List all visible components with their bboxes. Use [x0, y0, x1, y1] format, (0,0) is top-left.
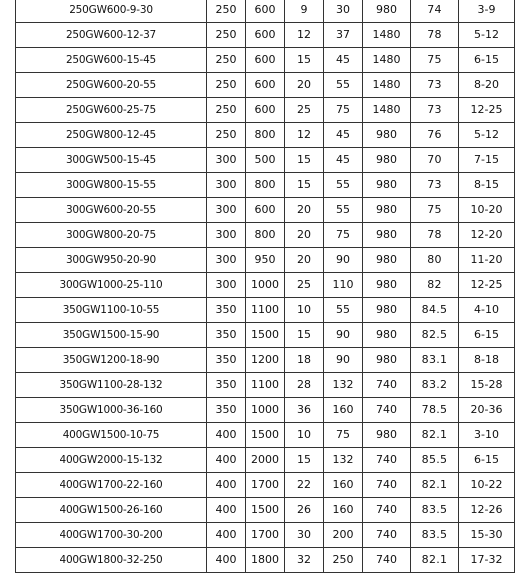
- cell-power: 90: [324, 248, 363, 273]
- cell-head: 20: [285, 73, 324, 98]
- cell-diameter: 350: [207, 373, 246, 398]
- cell-power: 30: [324, 0, 363, 23]
- cell-head: 15: [285, 173, 324, 198]
- table-row: [16, 298, 515, 323]
- cell-power: 45: [324, 123, 363, 148]
- cell-speed: 740: [363, 498, 411, 523]
- table-row: [16, 23, 515, 48]
- cell-head: 18: [285, 348, 324, 373]
- table-row: [16, 498, 515, 523]
- cell-head: 9: [285, 0, 324, 23]
- cell-head-range: 4-10: [459, 298, 515, 323]
- cell-flow: 950: [246, 248, 285, 273]
- cell-diameter: 400: [207, 448, 246, 473]
- cell-head-range: 10-22: [459, 473, 515, 498]
- table-row: [16, 0, 515, 23]
- cell-speed: 980: [363, 273, 411, 298]
- cell-head-range: 8-18: [459, 348, 515, 373]
- cell-head-range: 6-15: [459, 448, 515, 473]
- table-row: [16, 98, 515, 123]
- cell-model: 250GW600-12-37: [16, 23, 207, 48]
- cell-efficiency: 83.5: [411, 523, 459, 548]
- cell-efficiency: 78: [411, 23, 459, 48]
- cell-model: 300GW600-20-55: [16, 198, 207, 223]
- cell-flow: 1100: [246, 373, 285, 398]
- cell-flow: 800: [246, 223, 285, 248]
- cell-efficiency: 75: [411, 48, 459, 73]
- cell-flow: 600: [246, 23, 285, 48]
- cell-diameter: 350: [207, 298, 246, 323]
- cell-diameter: 250: [207, 98, 246, 123]
- cell-model: 400GW1500-26-160: [16, 498, 207, 523]
- cell-model: 350GW1000-36-160: [16, 398, 207, 423]
- cell-efficiency: 74: [411, 0, 459, 23]
- table-row: [16, 273, 515, 298]
- cell-efficiency: 73: [411, 173, 459, 198]
- cell-power: 75: [324, 98, 363, 123]
- cell-power: 250: [324, 548, 363, 573]
- pump-spec-table-container: [15, 0, 514, 573]
- cell-speed: 980: [363, 423, 411, 448]
- cell-speed: 980: [363, 0, 411, 23]
- table-row: [16, 73, 515, 98]
- cell-flow: 500: [246, 148, 285, 173]
- cell-head-range: 7-15: [459, 148, 515, 173]
- cell-head: 10: [285, 298, 324, 323]
- cell-head-range: 6-15: [459, 48, 515, 73]
- cell-efficiency: 83.5: [411, 498, 459, 523]
- cell-power: 37: [324, 23, 363, 48]
- cell-flow: 1000: [246, 273, 285, 298]
- cell-diameter: 400: [207, 473, 246, 498]
- cell-flow: 1800: [246, 548, 285, 573]
- cell-head: 20: [285, 223, 324, 248]
- cell-flow: 1500: [246, 498, 285, 523]
- table-row: [16, 348, 515, 373]
- cell-power: 55: [324, 73, 363, 98]
- table-row: [16, 523, 515, 548]
- cell-head-range: 5-12: [459, 123, 515, 148]
- cell-speed: 980: [363, 148, 411, 173]
- cell-diameter: 250: [207, 23, 246, 48]
- cell-speed: 1480: [363, 48, 411, 73]
- cell-flow: 1500: [246, 423, 285, 448]
- cell-power: 160: [324, 498, 363, 523]
- cell-diameter: 300: [207, 273, 246, 298]
- cell-power: 45: [324, 48, 363, 73]
- cell-head: 12: [285, 123, 324, 148]
- cell-head-range: 11-20: [459, 248, 515, 273]
- cell-power: 55: [324, 298, 363, 323]
- cell-diameter: 300: [207, 198, 246, 223]
- cell-flow: 2000: [246, 448, 285, 473]
- cell-speed: 740: [363, 548, 411, 573]
- cell-head: 32: [285, 548, 324, 573]
- cell-model: 350GW1100-28-132: [16, 373, 207, 398]
- cell-power: 75: [324, 223, 363, 248]
- cell-model: 400GW1500-10-75: [16, 423, 207, 448]
- cell-head-range: 17-32: [459, 548, 515, 573]
- cell-model: 300GW800-15-55: [16, 173, 207, 198]
- cell-efficiency: 70: [411, 148, 459, 173]
- cell-efficiency: 82.1: [411, 423, 459, 448]
- table-row: [16, 173, 515, 198]
- cell-flow: 1500: [246, 323, 285, 348]
- cell-speed: 980: [363, 248, 411, 273]
- cell-flow: 600: [246, 48, 285, 73]
- cell-model: 250GW600-20-55: [16, 73, 207, 98]
- cell-head-range: 12-20: [459, 223, 515, 248]
- cell-diameter: 300: [207, 148, 246, 173]
- cell-power: 75: [324, 423, 363, 448]
- cell-model: 250GW600-15-45: [16, 48, 207, 73]
- cell-head-range: 12-25: [459, 98, 515, 123]
- cell-diameter: 350: [207, 323, 246, 348]
- cell-head: 15: [285, 323, 324, 348]
- cell-head: 15: [285, 48, 324, 73]
- table-row: [16, 223, 515, 248]
- table-row: [16, 448, 515, 473]
- cell-speed: 740: [363, 373, 411, 398]
- cell-flow: 800: [246, 173, 285, 198]
- cell-flow: 1700: [246, 473, 285, 498]
- cell-head-range: 8-20: [459, 73, 515, 98]
- cell-head: 20: [285, 198, 324, 223]
- cell-diameter: 300: [207, 173, 246, 198]
- cell-speed: 980: [363, 348, 411, 373]
- cell-efficiency: 75: [411, 198, 459, 223]
- cell-model: 400GW1700-22-160: [16, 473, 207, 498]
- table-row: [16, 398, 515, 423]
- cell-power: 200: [324, 523, 363, 548]
- cell-power: 160: [324, 473, 363, 498]
- cell-head-range: 12-26: [459, 498, 515, 523]
- cell-speed: 980: [363, 323, 411, 348]
- cell-head-range: 15-30: [459, 523, 515, 548]
- cell-efficiency: 84.5: [411, 298, 459, 323]
- table-body: [16, 0, 515, 573]
- cell-diameter: 400: [207, 498, 246, 523]
- table-row: [16, 198, 515, 223]
- cell-diameter: 400: [207, 423, 246, 448]
- cell-power: 160: [324, 398, 363, 423]
- cell-diameter: 400: [207, 548, 246, 573]
- cell-efficiency: 82.1: [411, 548, 459, 573]
- cell-efficiency: 73: [411, 98, 459, 123]
- cell-efficiency: 85.5: [411, 448, 459, 473]
- cell-power: 55: [324, 198, 363, 223]
- cell-flow: 600: [246, 198, 285, 223]
- cell-efficiency: 80: [411, 248, 459, 273]
- cell-head-range: 10-20: [459, 198, 515, 223]
- cell-speed: 980: [363, 298, 411, 323]
- cell-head: 10: [285, 423, 324, 448]
- table-row: [16, 48, 515, 73]
- cell-flow: 600: [246, 98, 285, 123]
- cell-flow: 1100: [246, 298, 285, 323]
- pump-spec-table: [15, 0, 515, 573]
- cell-diameter: 350: [207, 398, 246, 423]
- cell-power: 132: [324, 373, 363, 398]
- cell-model: 250GW600-9-30: [16, 0, 207, 23]
- cell-head: 20: [285, 248, 324, 273]
- cell-head: 15: [285, 448, 324, 473]
- cell-diameter: 300: [207, 248, 246, 273]
- cell-flow: 800: [246, 123, 285, 148]
- cell-speed: 980: [363, 223, 411, 248]
- cell-head: 30: [285, 523, 324, 548]
- cell-flow: 1700: [246, 523, 285, 548]
- cell-flow: 600: [246, 73, 285, 98]
- cell-model: 400GW2000-15-132: [16, 448, 207, 473]
- cell-model: 300GW500-15-45: [16, 148, 207, 173]
- cell-speed: 980: [363, 198, 411, 223]
- cell-diameter: 250: [207, 0, 246, 23]
- table-row: [16, 373, 515, 398]
- cell-head: 26: [285, 498, 324, 523]
- cell-speed: 740: [363, 398, 411, 423]
- cell-efficiency: 82: [411, 273, 459, 298]
- cell-speed: 1480: [363, 23, 411, 48]
- table-row: [16, 423, 515, 448]
- cell-efficiency: 83.2: [411, 373, 459, 398]
- cell-model: 300GW1000-25-110: [16, 273, 207, 298]
- cell-flow: 600: [246, 0, 285, 23]
- cell-power: 55: [324, 173, 363, 198]
- cell-flow: 1000: [246, 398, 285, 423]
- cell-power: 45: [324, 148, 363, 173]
- table-row: [16, 148, 515, 173]
- cell-head-range: 6-15: [459, 323, 515, 348]
- cell-model: 300GW950-20-90: [16, 248, 207, 273]
- cell-head-range: 8-15: [459, 173, 515, 198]
- cell-diameter: 250: [207, 123, 246, 148]
- cell-efficiency: 76: [411, 123, 459, 148]
- cell-speed: 740: [363, 523, 411, 548]
- cell-diameter: 250: [207, 48, 246, 73]
- cell-diameter: 300: [207, 223, 246, 248]
- cell-head: 12: [285, 23, 324, 48]
- cell-head: 28: [285, 373, 324, 398]
- table-row: [16, 123, 515, 148]
- cell-head: 36: [285, 398, 324, 423]
- cell-efficiency: 78: [411, 223, 459, 248]
- cell-model: 250GW600-25-75: [16, 98, 207, 123]
- cell-efficiency: 82.5: [411, 323, 459, 348]
- cell-speed: 980: [363, 123, 411, 148]
- cell-power: 90: [324, 323, 363, 348]
- cell-diameter: 350: [207, 348, 246, 373]
- cell-head: 25: [285, 273, 324, 298]
- cell-head-range: 3-9: [459, 0, 515, 23]
- cell-head: 22: [285, 473, 324, 498]
- cell-efficiency: 73: [411, 73, 459, 98]
- cell-head-range: 20-36: [459, 398, 515, 423]
- cell-power: 132: [324, 448, 363, 473]
- cell-head-range: 3-10: [459, 423, 515, 448]
- cell-head-range: 12-25: [459, 273, 515, 298]
- cell-head-range: 5-12: [459, 23, 515, 48]
- cell-head-range: 15-28: [459, 373, 515, 398]
- cell-head: 25: [285, 98, 324, 123]
- cell-efficiency: 82.1: [411, 473, 459, 498]
- cell-flow: 1200: [246, 348, 285, 373]
- cell-speed: 1480: [363, 98, 411, 123]
- table-row: [16, 548, 515, 573]
- cell-power: 90: [324, 348, 363, 373]
- cell-model: 400GW1700-30-200: [16, 523, 207, 548]
- cell-head: 15: [285, 148, 324, 173]
- cell-speed: 740: [363, 473, 411, 498]
- cell-diameter: 400: [207, 523, 246, 548]
- cell-speed: 740: [363, 448, 411, 473]
- cell-model: 350GW1200-18-90: [16, 348, 207, 373]
- cell-power: 110: [324, 273, 363, 298]
- table-row: [16, 473, 515, 498]
- table-row: [16, 248, 515, 273]
- cell-model: 250GW800-12-45: [16, 123, 207, 148]
- cell-diameter: 250: [207, 73, 246, 98]
- cell-model: 300GW800-20-75: [16, 223, 207, 248]
- cell-speed: 1480: [363, 73, 411, 98]
- cell-speed: 980: [363, 173, 411, 198]
- cell-model: 350GW1100-10-55: [16, 298, 207, 323]
- cell-efficiency: 83.1: [411, 348, 459, 373]
- cell-model: 400GW1800-32-250: [16, 548, 207, 573]
- table-row: [16, 323, 515, 348]
- cell-efficiency: 78.5: [411, 398, 459, 423]
- cell-model: 350GW1500-15-90: [16, 323, 207, 348]
